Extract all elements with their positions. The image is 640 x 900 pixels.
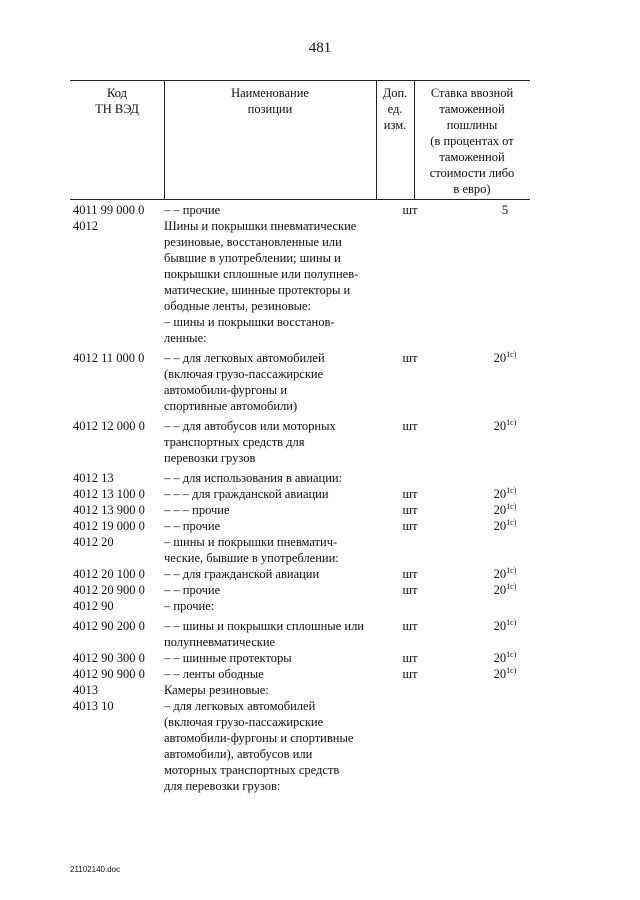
table-row bbox=[70, 666, 530, 682]
rate-value: 20 bbox=[493, 519, 507, 533]
row-code: 4012 20 100 0 bbox=[73, 567, 145, 581]
row-code: 4012 19 000 0 bbox=[73, 519, 145, 533]
rate-value: 20 bbox=[493, 651, 507, 665]
header-name: Наименование позиции bbox=[231, 86, 309, 116]
row-code: 4012 13 900 0 bbox=[73, 503, 145, 517]
row-rate bbox=[400, 618, 610, 634]
row-code: 4012 90 900 0 bbox=[73, 667, 145, 681]
row-unit: шт bbox=[402, 567, 418, 581]
table-header bbox=[70, 80, 530, 200]
row-code: 4012 20 bbox=[73, 535, 114, 549]
table-row bbox=[70, 350, 530, 414]
rate-footnote: 1с) bbox=[506, 350, 517, 359]
row-name: – для легковых автомобилей (включая грузо-пассажирские автомобили-фургоны и спортивные автомобили), автобусов или моторных транспортных средств для перевозки грузов: bbox=[164, 699, 354, 793]
rate-value: 20 bbox=[493, 667, 507, 681]
row-rate bbox=[400, 518, 610, 534]
row-name: – – прочие bbox=[164, 203, 221, 217]
rate-footnote: 1с) bbox=[506, 566, 517, 575]
table-row bbox=[70, 202, 530, 218]
table-row bbox=[70, 534, 530, 566]
row-unit: шт bbox=[402, 651, 418, 665]
table-row bbox=[70, 698, 530, 794]
row-name: – – шины и покрышки сплошные или полупневматические bbox=[164, 619, 364, 649]
row-code: 4013 bbox=[73, 683, 98, 697]
row-rate bbox=[400, 666, 610, 682]
rate-value: 20 bbox=[493, 419, 507, 433]
row-name: – – для гражданской авиации bbox=[164, 567, 320, 581]
header-rate: Ставка ввозной таможенной пошлины (в процентах от таможенной стоимости либо в евро) bbox=[429, 86, 515, 196]
row-name: – – для легковых автомобилей (включая грузо-пассажирские автомобили-фургоны и спортивные автомобили) bbox=[164, 351, 325, 413]
table-row bbox=[70, 502, 530, 518]
row-code: 4012 13 bbox=[73, 471, 114, 485]
row-code: 4012 20 900 0 bbox=[73, 583, 145, 597]
table-row bbox=[70, 566, 530, 582]
row-rate bbox=[400, 418, 610, 434]
rate-value: 20 bbox=[493, 351, 507, 365]
table-row bbox=[70, 218, 530, 314]
rate-footnote: 1с) bbox=[506, 418, 517, 427]
rate-value: 20 bbox=[493, 619, 507, 633]
table-row bbox=[70, 598, 530, 614]
row-code: 4012 bbox=[73, 219, 98, 233]
row-code: 4012 90 bbox=[73, 599, 114, 613]
rate-value: 20 bbox=[493, 487, 507, 501]
row-unit: шт bbox=[402, 583, 418, 597]
row-name: – – для использования в авиации: bbox=[164, 471, 343, 485]
rate-footnote: 1с) bbox=[506, 502, 517, 511]
table-row bbox=[70, 314, 530, 346]
row-code: 4012 90 200 0 bbox=[73, 619, 145, 633]
row-code: 4011 99 000 0 bbox=[73, 203, 145, 217]
table-body bbox=[70, 200, 530, 794]
row-unit: шт bbox=[402, 619, 418, 633]
table-row bbox=[70, 682, 530, 698]
row-name: – – шинные протекторы bbox=[164, 651, 292, 665]
row-unit: шт bbox=[402, 351, 418, 365]
row-name: – шины и покрышки восстанов- ленные: bbox=[164, 315, 335, 345]
row-code: 4012 12 000 0 bbox=[73, 419, 145, 433]
row-name: – шины и покрышки пневматич- ческие, бывшие в употреблении: bbox=[164, 535, 339, 565]
rate-footnote: 1с) bbox=[506, 582, 517, 591]
row-rate bbox=[400, 350, 610, 366]
row-rate bbox=[400, 202, 610, 218]
row-unit: шт bbox=[402, 519, 418, 533]
row-unit: шт bbox=[402, 419, 418, 433]
table-row bbox=[70, 470, 530, 486]
table-row bbox=[70, 618, 530, 650]
row-code: 4013 10 bbox=[73, 699, 114, 713]
row-rate bbox=[400, 566, 610, 582]
table-row bbox=[70, 486, 530, 502]
row-unit: шт bbox=[402, 667, 418, 681]
rate-value: 20 bbox=[493, 583, 507, 597]
header-code: Код ТН ВЭД bbox=[95, 86, 139, 116]
rate-footnote: 1с) bbox=[506, 618, 517, 627]
header-unit: Доп. ед. изм. bbox=[382, 86, 408, 132]
footer-filename: 21102140.doc bbox=[70, 865, 121, 874]
row-unit: шт bbox=[402, 487, 418, 501]
row-name: – – – для гражданской авиации bbox=[164, 487, 329, 501]
row-unit: шт bbox=[402, 503, 418, 517]
row-code: 4012 13 100 0 bbox=[73, 487, 145, 501]
row-unit: шт bbox=[402, 203, 418, 217]
rate-value: 20 bbox=[493, 503, 507, 517]
row-name: – – ленты ободные bbox=[164, 667, 264, 681]
row-name: – прочие: bbox=[164, 599, 215, 613]
table-row bbox=[70, 518, 530, 534]
row-code: 4012 90 300 0 bbox=[73, 651, 145, 665]
rate-value: 20 bbox=[493, 567, 507, 581]
table-row bbox=[70, 418, 530, 466]
rate-footnote: 1с) bbox=[506, 486, 517, 495]
rate-value: 5 bbox=[501, 203, 509, 217]
page-number: 481 bbox=[308, 40, 332, 56]
row-name: – – прочие bbox=[164, 583, 221, 597]
rate-footnote: 1с) bbox=[506, 666, 517, 675]
tariff-table bbox=[70, 80, 530, 794]
row-name: – – – прочие bbox=[164, 503, 230, 517]
row-name: Камеры резиновые: bbox=[164, 683, 269, 697]
row-rate bbox=[400, 650, 610, 666]
table-row bbox=[70, 650, 530, 666]
rate-footnote: 1с) bbox=[506, 650, 517, 659]
row-rate bbox=[400, 502, 610, 518]
row-rate bbox=[400, 582, 610, 598]
row-name: – – для автобусов или моторных транспортных средств для перевозки грузов bbox=[164, 419, 336, 465]
row-name: – – прочие bbox=[164, 519, 221, 533]
row-code: 4012 11 000 0 bbox=[73, 351, 145, 365]
row-rate bbox=[400, 486, 610, 502]
table-row bbox=[70, 582, 530, 598]
row-name: Шины и покрышки пневматические резиновые, восстановленные или бывшие в употреблении; шины и покрышки сплошные или полупнев- матические, шинные протекторы и ободные ленты, резиновые: bbox=[164, 219, 359, 313]
rate-footnote: 1с) bbox=[506, 518, 517, 527]
